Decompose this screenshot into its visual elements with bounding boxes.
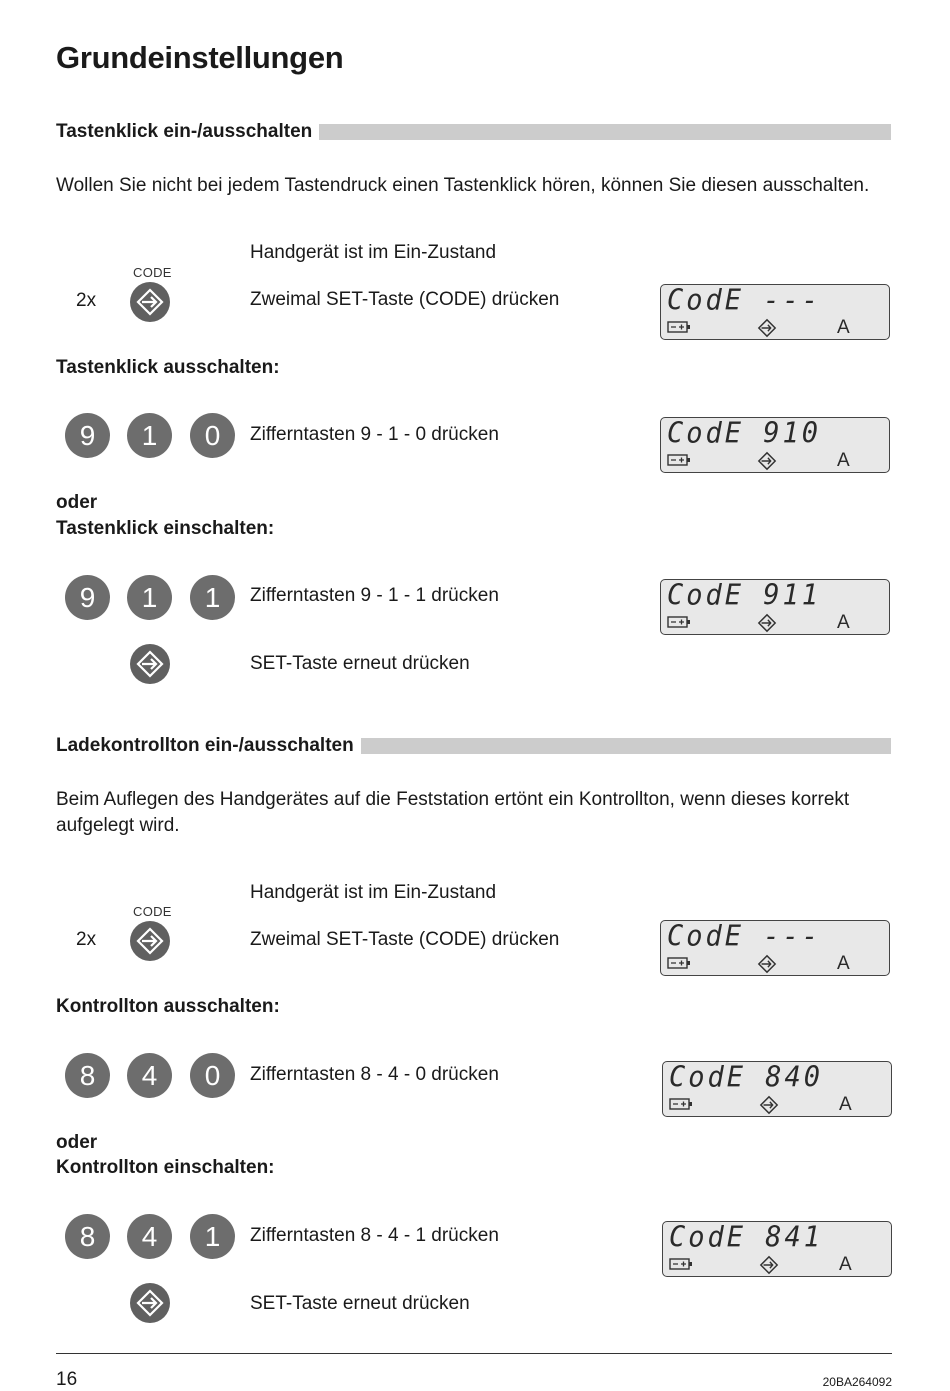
repeat-count: 2x (76, 929, 97, 950)
set-key-button[interactable] (130, 282, 170, 322)
lcd-set-icon (757, 318, 777, 338)
digit-key-4[interactable]: 4 (127, 1053, 172, 1098)
lcd-antenna-indicator: A (839, 1094, 852, 1115)
intro-paragraph: Beim Auflegen des Handgerätes auf die Feststation ertönt ein Kontrollton, wenn dieses korrekt aufgelegt wird. (56, 789, 850, 836)
oder-label: oder (56, 1132, 98, 1153)
lcd-set-icon (757, 954, 777, 974)
footer-divider (56, 1353, 892, 1354)
section-heading-bar (319, 124, 891, 140)
lcd-display (662, 1061, 892, 1117)
digit-key-0[interactable]: 0 (190, 413, 235, 458)
digit-key-9[interactable]: 9 (65, 575, 110, 620)
lcd-antenna-indicator: A (837, 612, 850, 633)
section-heading-ladekontrollton (56, 735, 891, 757)
digit-key-8[interactable]: 8 (65, 1053, 110, 1098)
on-heading: Tastenklick einschalten: (56, 518, 275, 539)
lcd-text: CodE 910 (667, 417, 822, 450)
document-code: 20BA264092 (822, 1375, 892, 1389)
lcd-text: CodE 911 (667, 579, 822, 612)
on-heading: Kontrollton einschalten: (56, 1157, 275, 1178)
set-again-text: SET-Taste erneut drücken (250, 653, 470, 674)
step-code-text: Zweimal SET-Taste (CODE) drücken (250, 929, 560, 950)
on-step-text: Zifferntasten 8 - 4 - 1 drücken (250, 1225, 499, 1246)
battery-icon (667, 321, 691, 333)
oder-label: oder (56, 492, 98, 513)
section-heading-label: Tastenklick ein-/ausschalten (56, 121, 313, 142)
set-arrow-icon (135, 926, 165, 956)
lcd-set-icon (759, 1095, 779, 1115)
off-step-text: Zifferntasten 9 - 1 - 0 drücken (250, 424, 499, 445)
lcd-display (660, 579, 890, 635)
set-again-text: SET-Taste erneut drücken (250, 1293, 470, 1314)
section-heading-tastenklick (56, 121, 891, 143)
lcd-text: CodE --- (667, 284, 822, 317)
code-label: CODE (133, 904, 172, 919)
set-key-button[interactable] (130, 644, 170, 684)
lcd-antenna-indicator: A (837, 953, 850, 974)
lcd-display (660, 417, 890, 473)
digit-key-1[interactable]: 1 (127, 575, 172, 620)
page-title: Grundeinstellungen (56, 40, 344, 75)
digit-key-1[interactable]: 1 (127, 413, 172, 458)
off-step-text: Zifferntasten 8 - 4 - 0 drücken (250, 1064, 499, 1085)
set-key-button[interactable] (130, 921, 170, 961)
battery-icon (669, 1258, 693, 1270)
digit-key-8[interactable]: 8 (65, 1214, 110, 1259)
set-key-button[interactable] (130, 1283, 170, 1323)
repeat-count: 2x (76, 290, 97, 311)
digit-key-4[interactable]: 4 (127, 1214, 172, 1259)
intro-paragraph: Wollen Sie nicht bei jedem Tastendruck einen Tastenklick hören, können Sie diesen ausschalten. (56, 175, 870, 196)
on-step-text: Zifferntasten 9 - 1 - 1 drücken (250, 585, 499, 606)
page-number: 16 (56, 1369, 78, 1390)
lcd-set-icon (757, 613, 777, 633)
lcd-display (662, 1221, 892, 1277)
digit-key-1[interactable]: 1 (190, 575, 235, 620)
step-code-text: Zweimal SET-Taste (CODE) drücken (250, 289, 560, 310)
lcd-set-icon (759, 1255, 779, 1275)
set-arrow-icon (135, 1288, 165, 1318)
lcd-text: CodE --- (667, 920, 822, 953)
lcd-text: CodE 841 (669, 1221, 824, 1254)
battery-icon (667, 454, 691, 466)
lcd-antenna-indicator: A (837, 450, 850, 471)
section-heading-label: Ladekontrollton ein-/ausschalten (56, 735, 354, 756)
set-arrow-icon (135, 649, 165, 679)
code-label: CODE (133, 265, 172, 280)
lcd-antenna-indicator: A (839, 1254, 852, 1275)
battery-icon (667, 616, 691, 628)
step-state-text: Handgerät ist im Ein-Zustand (250, 882, 497, 903)
digit-key-0[interactable]: 0 (190, 1053, 235, 1098)
digit-key-1[interactable]: 1 (190, 1214, 235, 1259)
lcd-display (660, 284, 890, 340)
set-arrow-icon (135, 287, 165, 317)
off-heading: Kontrollton ausschalten: (56, 996, 280, 1017)
digit-key-9[interactable]: 9 (65, 413, 110, 458)
off-heading: Tastenklick ausschalten: (56, 357, 280, 378)
lcd-text: CodE 840 (669, 1061, 824, 1094)
lcd-set-icon (757, 451, 777, 471)
battery-icon (669, 1098, 693, 1110)
section-heading-bar (361, 738, 891, 754)
lcd-antenna-indicator: A (837, 317, 850, 338)
step-state-text: Handgerät ist im Ein-Zustand (250, 242, 497, 263)
lcd-display (660, 920, 890, 976)
battery-icon (667, 957, 691, 969)
